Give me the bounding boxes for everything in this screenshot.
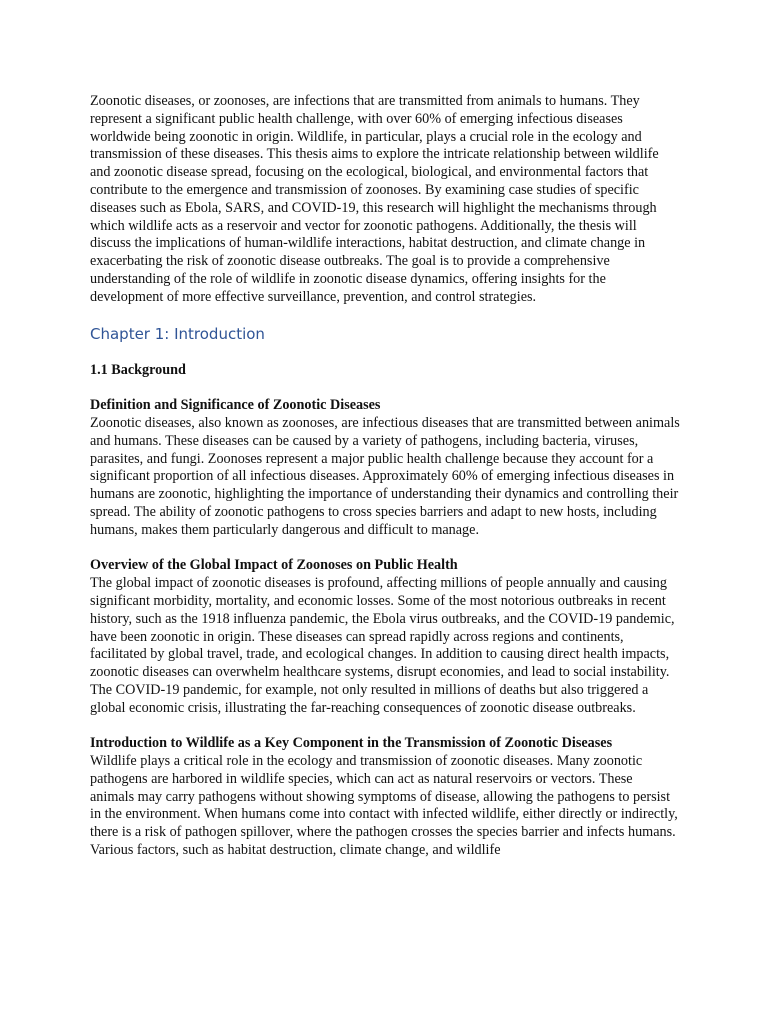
- section-title: 1.1 Background: [90, 361, 186, 378]
- subsection-heading: Definition and Significance of Zoonotic Diseases: [90, 397, 381, 414]
- subsection-definition: [90, 397, 680, 539]
- subsection-body: Wildlife plays a critical role in the ecology and transmission of zoonotic diseases. Many zoonotic pathogens are harbored in wildlife species, which can act as natural reservoirs or vectors. These animals may carry pathogens without showing symptoms of disease, allowing the pathogens to persist in the environment. When humans come into contact with infected wildlife, either directly or indirectly, there is a risk of pathogen spillover, where the pathogen crosses the species barrier and infects humans. Various factors, such as habitat destruction, climate change, and wildlife: [90, 753, 678, 859]
- document-page: [90, 93, 680, 860]
- subsection-global-impact: [90, 557, 680, 717]
- subsection-heading: Overview of the Global Impact of Zoonoses on Public Health: [90, 557, 458, 574]
- subsection-wildlife: [90, 735, 680, 860]
- subsection-body: Zoonotic diseases, also known as zoonoses, are infectious diseases that are transmitted between animals and humans. These diseases can be caused by a variety of pathogens, including bacteria, viruses, parasites, and fungi. Zoonoses represent a major public health challenge because they account for a significant proportion of all infectious diseases. Approximately 60% of emerging infectious diseases in humans are zoonotic, highlighting the importance of understanding their dynamics and controlling their spread. The ability of zoonotic pathogens to cross species barriers and adapt to new hosts, including humans, makes them particularly dangerous and difficult to manage.: [90, 414, 680, 538]
- abstract-paragraph: Zoonotic diseases, or zoonoses, are infections that are transmitted from animals to humans. They represent a significant public health challenge, with over 60% of emerging infectious diseases worldwide being zoonotic in origin. Wildlife, in particular, plays a crucial role in the ecology and transmission of these diseases. This thesis aims to explore the intricate relationship between wildlife and zoonotic disease spread, focusing on the ecological, biological, and environmental factors that contribute to the emergence and transmission of zoonoses. By examining case studies of specific diseases such as Ebola, SARS, and COVID-19, this research will highlight the mechanisms through which wildlife acts as a reservoir and vector for zoonotic pathogens. Additionally, the thesis will discuss the implications of human-wildlife interactions, habitat destruction, and climate change in exacerbating the risk of zoonotic disease outbreaks. The goal is to provide a comprehensive understanding of the role of wildlife in zoonotic disease dynamics, offering insights for the development of more effective surveillance, prevention, and control strategies.: [90, 93, 659, 305]
- subsection-heading: Introduction to Wildlife as a Key Component in the Transmission of Zoonotic Diseases: [90, 735, 613, 752]
- subsection-body: The global impact of zoonotic diseases is profound, affecting millions of people annually and causing significant morbidity, mortality, and economic losses. Some of the most notorious outbreaks in recent history, such as the 1918 influenza pandemic, the Ebola virus outbreaks, and the COVID-19 pandemic, have been zoonotic in origin. These diseases can spread rapidly across regions and continents, facilitated by global travel, trade, and ecological changes. In addition to causing direct health impacts, zoonotic diseases can overwhelm healthcare systems, disrupt economies, and lead to social instability. The COVID-19 pandemic, for example, not only resulted in millions of deaths but also triggered a global economic crisis, illustrating the far-reaching consequences of zoonotic disease outbreaks.: [90, 575, 675, 716]
- chapter-title: Chapter 1: Introduction: [90, 324, 265, 343]
